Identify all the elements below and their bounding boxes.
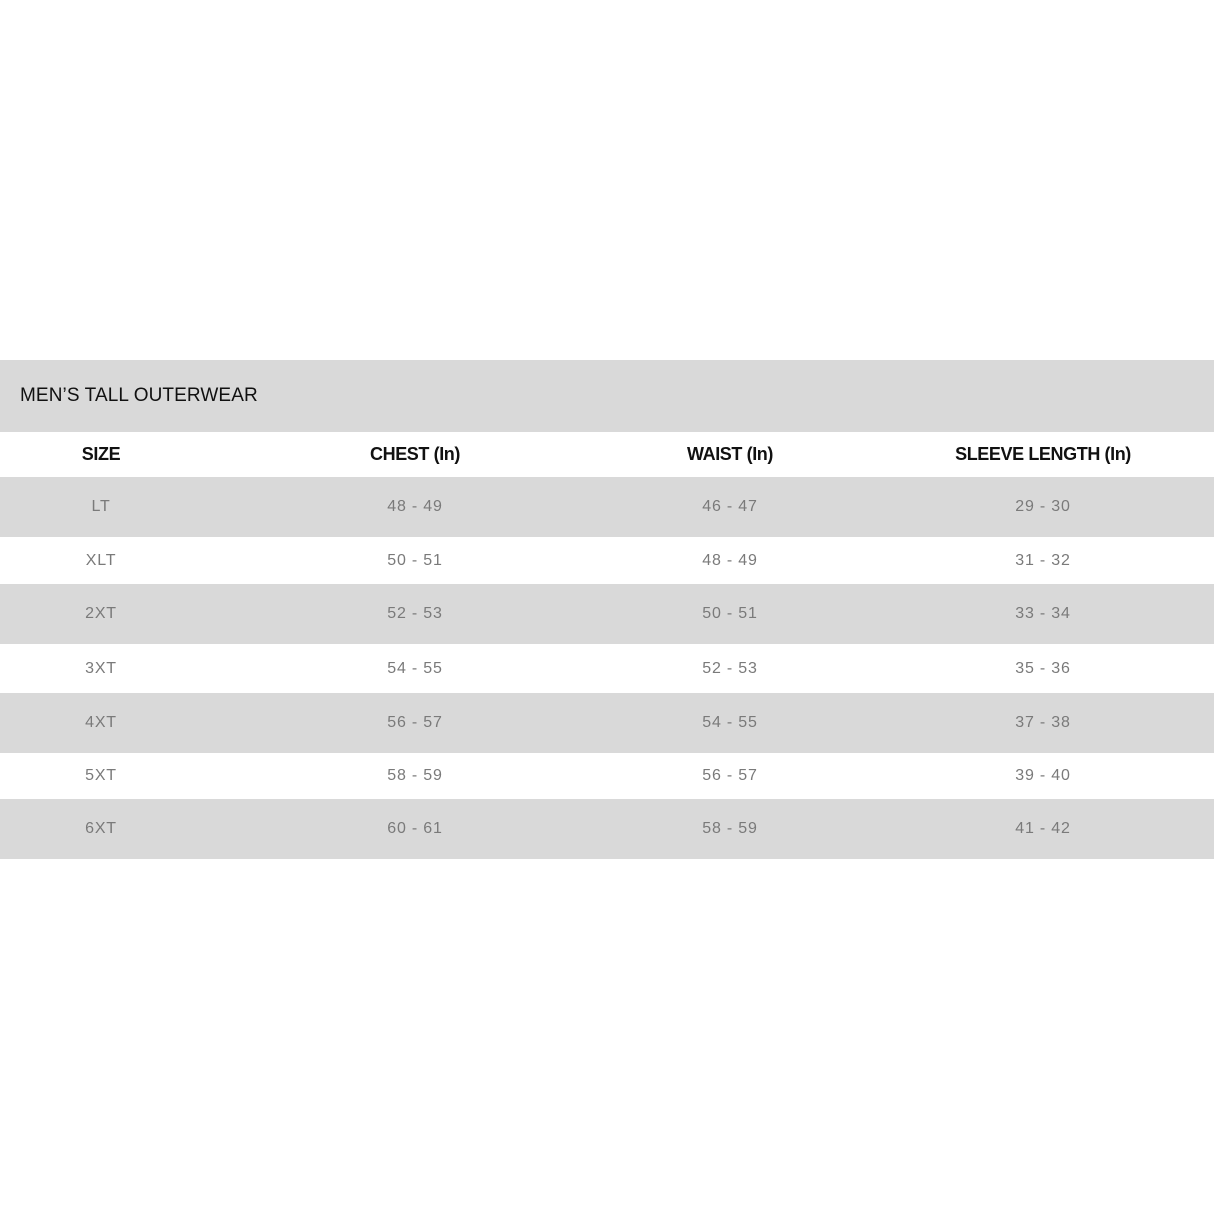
cell-chest: 56 - 57 <box>387 714 443 731</box>
header-waist: WAIST (In) <box>687 444 773 464</box>
cell-sleeve-length: 29 - 30 <box>1015 498 1071 515</box>
header-sleeve-length: SLEEVE LENGTH (In) <box>955 444 1131 464</box>
table-row <box>0 537 1214 584</box>
cell-waist: 58 - 59 <box>702 820 758 837</box>
cell-chest: 54 - 55 <box>387 659 443 677</box>
cell-waist: 50 - 51 <box>702 605 758 622</box>
cell-waist: 46 - 47 <box>702 498 758 515</box>
table-row <box>0 693 1214 753</box>
table-row <box>0 753 1214 799</box>
cell-sleeve-length: 31 - 32 <box>1015 551 1071 569</box>
header-chest: CHEST (In) <box>370 444 460 464</box>
table-row <box>0 477 1214 537</box>
cell-chest: 60 - 61 <box>387 820 443 837</box>
cell-size: 5XT <box>85 767 117 784</box>
cell-waist: 48 - 49 <box>702 551 758 569</box>
cell-waist: 54 - 55 <box>702 714 758 731</box>
chart-title: MEN’S TALL OUTERWEAR <box>20 385 258 406</box>
cell-sleeve-length: 41 - 42 <box>1015 820 1071 837</box>
cell-size: XLT <box>85 551 117 569</box>
cell-chest: 50 - 51 <box>387 551 443 569</box>
cell-chest: 52 - 53 <box>387 605 443 622</box>
table-row <box>0 799 1214 859</box>
cell-size: 2XT <box>85 605 117 622</box>
size-chart <box>0 360 1214 859</box>
cell-waist: 52 - 53 <box>702 659 758 677</box>
cell-size: 3XT <box>85 659 117 677</box>
cell-sleeve-length: 37 - 38 <box>1015 714 1071 731</box>
cell-sleeve-length: 33 - 34 <box>1015 605 1071 622</box>
cell-size: 6XT <box>85 820 117 837</box>
cell-chest: 58 - 59 <box>387 767 443 784</box>
cell-sleeve-length: 35 - 36 <box>1015 659 1071 677</box>
table-row <box>0 584 1214 644</box>
cell-chest: 48 - 49 <box>387 498 443 515</box>
cell-size: 4XT <box>85 714 117 731</box>
chart-title-bar <box>0 360 1214 432</box>
table-row <box>0 644 1214 693</box>
cell-waist: 56 - 57 <box>702 767 758 784</box>
cell-sleeve-length: 39 - 40 <box>1015 767 1071 784</box>
cell-size: LT <box>91 498 111 515</box>
header-size: SIZE <box>81 444 121 464</box>
table-header-row <box>0 432 1214 477</box>
